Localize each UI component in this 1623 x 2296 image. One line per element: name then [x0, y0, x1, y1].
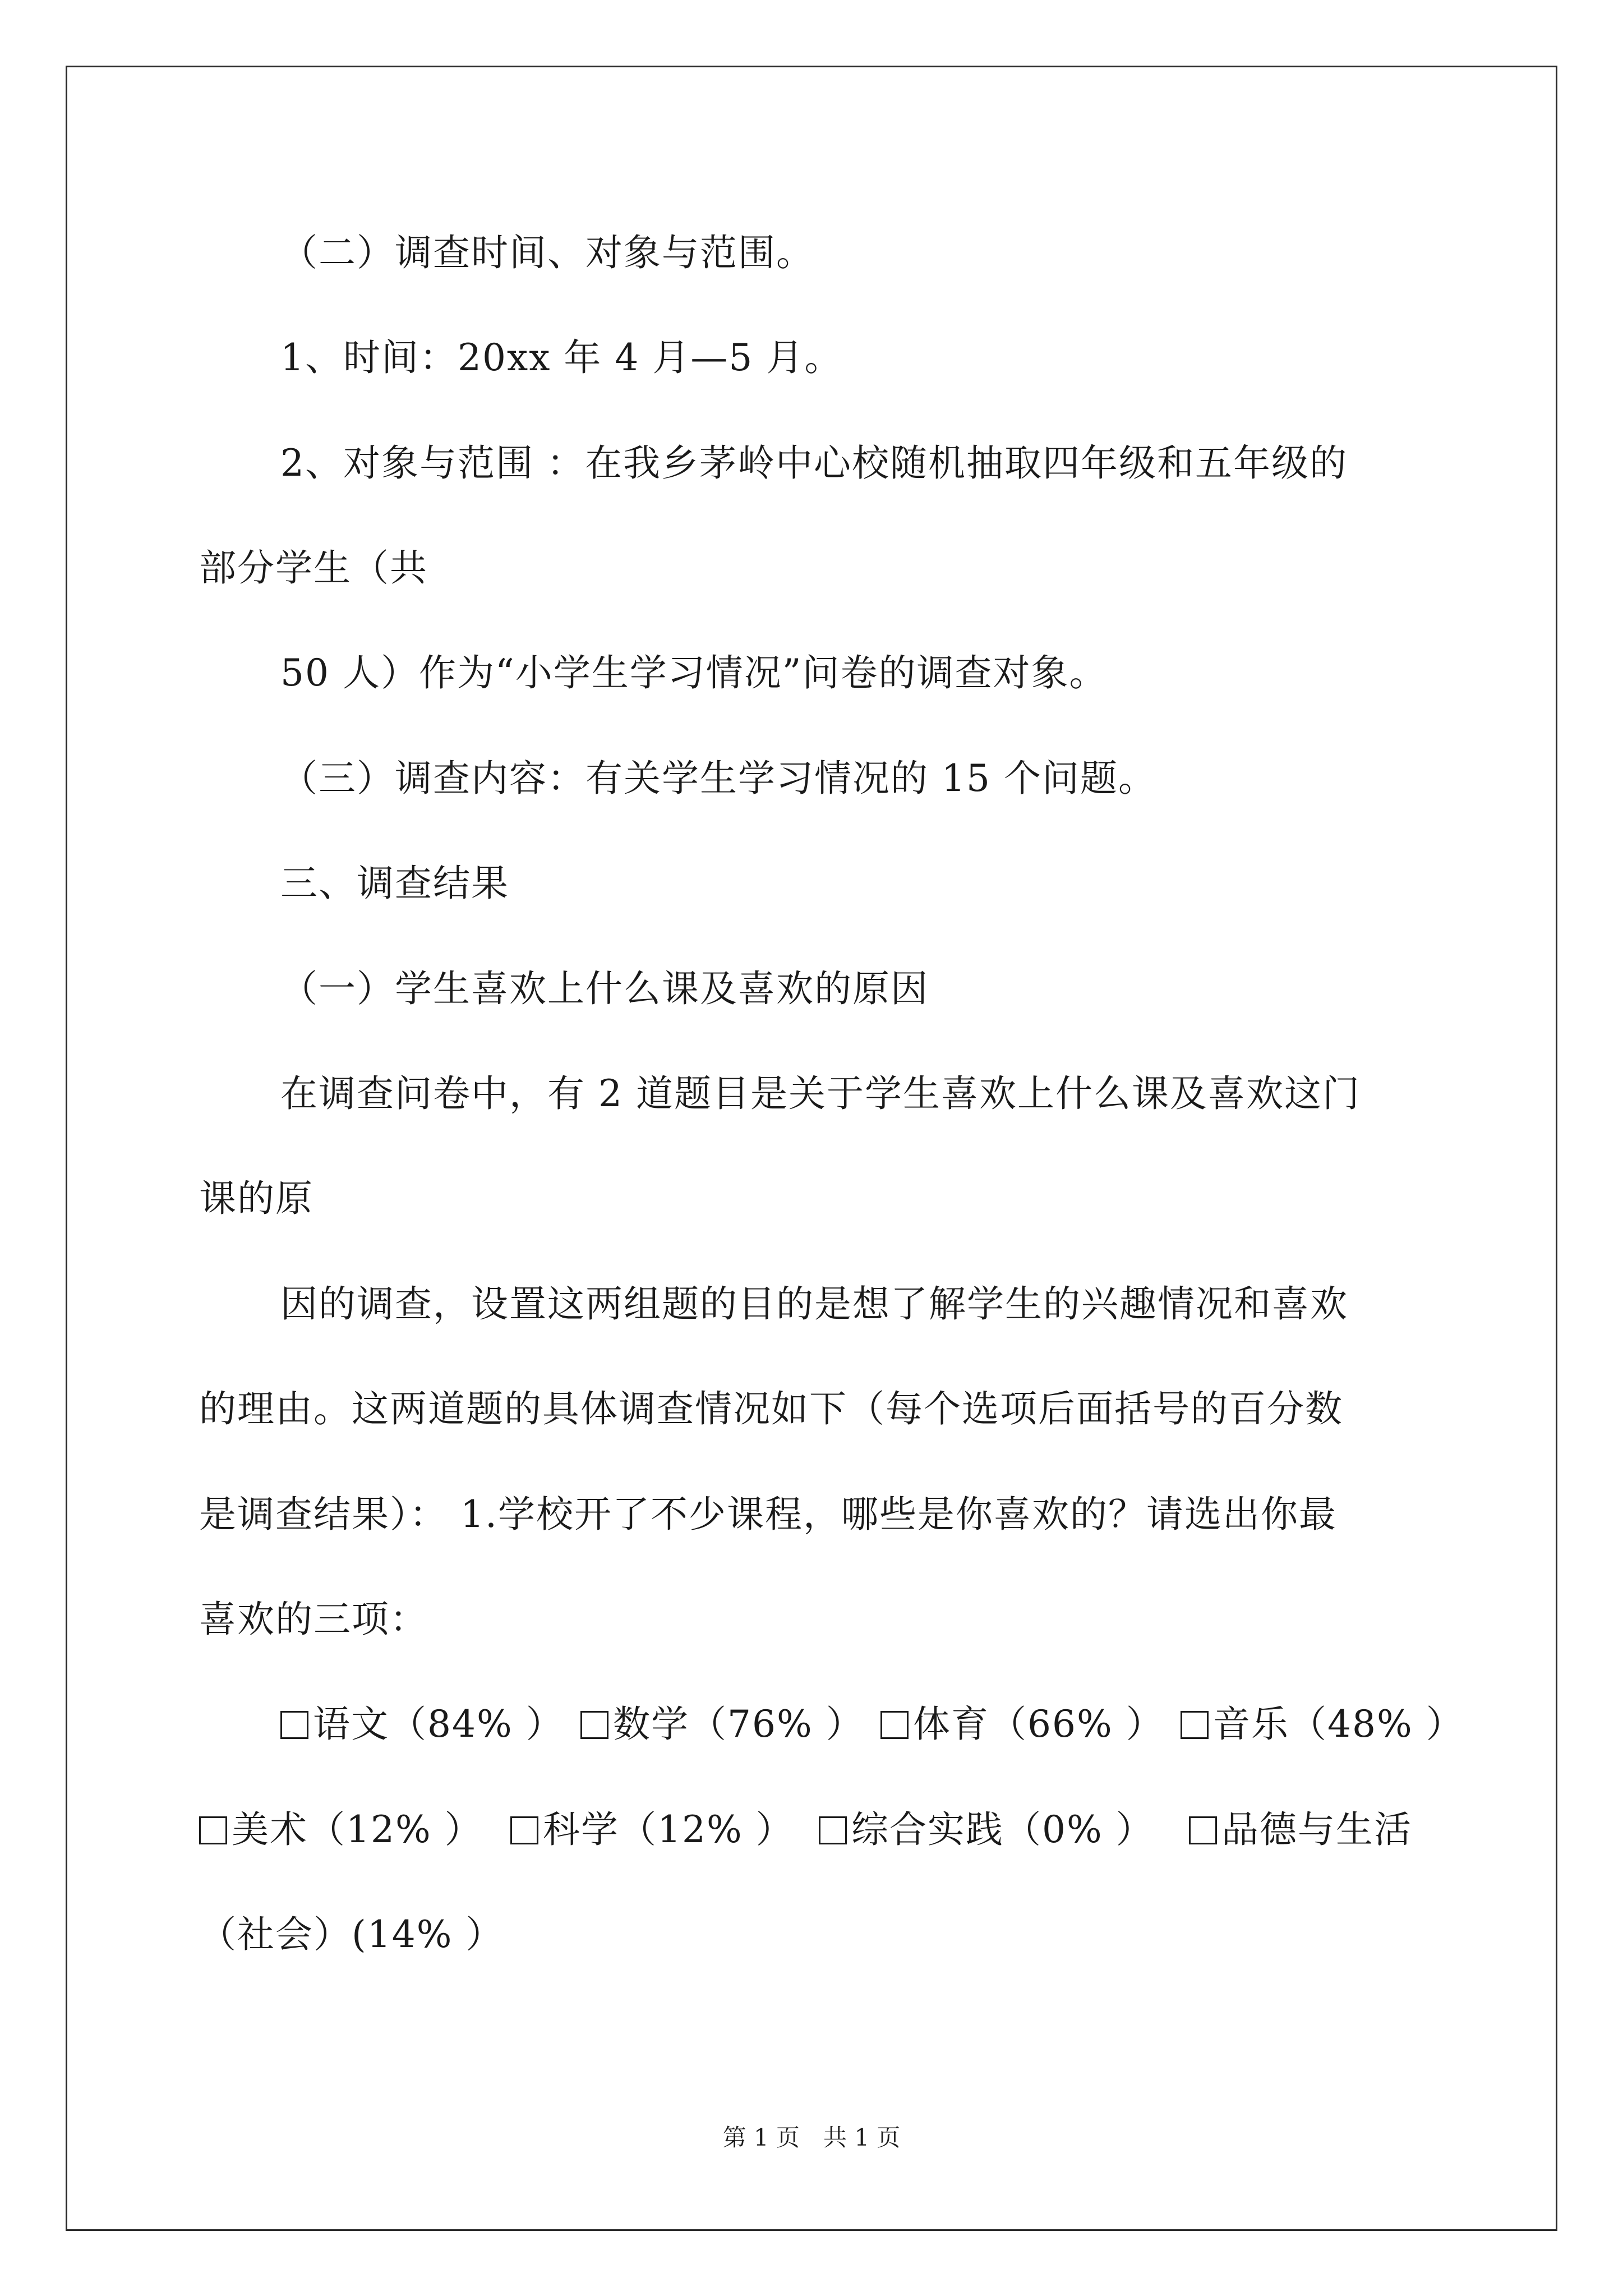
option-label: 综合实践（0% ）	[851, 1808, 1154, 1851]
checkbox-icon	[1181, 1711, 1209, 1739]
paragraph-purpose-line3: 是调查结果）： 1.学校开了不少课程，哪些是你喜欢的？请选出你最	[199, 1493, 1337, 1536]
option-label: 品德与生活	[1221, 1808, 1412, 1851]
paragraph-subjects-line2: 部分学生（共	[199, 546, 428, 590]
paragraph-purpose-line1: 因的调查，设置这两组题的目的是想了解学生的兴趣情况和喜欢	[280, 1282, 1348, 1326]
paragraph-time: 1、时间：20xx 年 4 月—5 月。	[280, 336, 843, 379]
section-heading-survey-content: （三）调查内容：有关学生学习情况的 15 个问题。	[280, 757, 1156, 800]
option-math	[580, 1703, 864, 1746]
subsection-heading-favorite-classes: （一）学生喜欢上什么课及喜欢的原因	[280, 967, 929, 1010]
option-morality-continued: （社会）(14% ）	[199, 1913, 504, 1956]
checkbox-icon	[880, 1711, 909, 1739]
option-label: 体育（66% ）	[913, 1703, 1164, 1746]
paragraph-subjects-line1: 2、对象与范围 ：在我乡茅岭中心校随机抽取四年级和五年级的	[280, 441, 1348, 485]
option-label: 语文（84% ）	[313, 1703, 564, 1746]
page-border	[66, 66, 1557, 2231]
option-chinese	[280, 1703, 564, 1746]
checkbox-icon	[819, 1816, 847, 1844]
paragraph-subjects-line3: 50 人）作为“小学生学习情况”问卷的调查对象。	[280, 651, 1108, 694]
checkbox-icon	[280, 1711, 308, 1739]
paragraph-purpose-line2: 的理由。这两道题的具体调查情况如下（每个选项后面括号的百分数	[199, 1387, 1343, 1430]
option-label: 数学（76% ）	[613, 1703, 864, 1746]
paragraph-questionnaire-line2: 课的原	[199, 1177, 313, 1220]
checkbox-icon	[1189, 1816, 1217, 1844]
option-practice	[819, 1808, 1154, 1851]
checkbox-icon	[580, 1711, 608, 1739]
paragraph-questionnaire-line1: 在调查问卷中，有 2 道题目是关于学生喜欢上什么课及喜欢这门	[280, 1072, 1361, 1115]
section-heading-survey-time: （二）调查时间、对象与范围。	[280, 231, 814, 274]
option-pe	[880, 1703, 1164, 1746]
option-morality	[1189, 1808, 1412, 1851]
option-art	[199, 1808, 483, 1851]
page-footer: 第 1 页 共 1 页	[722, 2124, 901, 2151]
option-label: 科学（12% ）	[543, 1808, 794, 1851]
checkbox-icon	[199, 1816, 227, 1844]
section-heading-results: 三、调查结果	[280, 862, 509, 905]
option-science	[510, 1808, 794, 1851]
option-music	[1181, 1703, 1464, 1746]
checkbox-icon	[510, 1816, 538, 1844]
option-label: 音乐（48% ）	[1213, 1703, 1464, 1746]
paragraph-purpose-line4: 喜欢的三项：	[199, 1598, 428, 1641]
option-label: 美术（12% ）	[232, 1808, 483, 1851]
